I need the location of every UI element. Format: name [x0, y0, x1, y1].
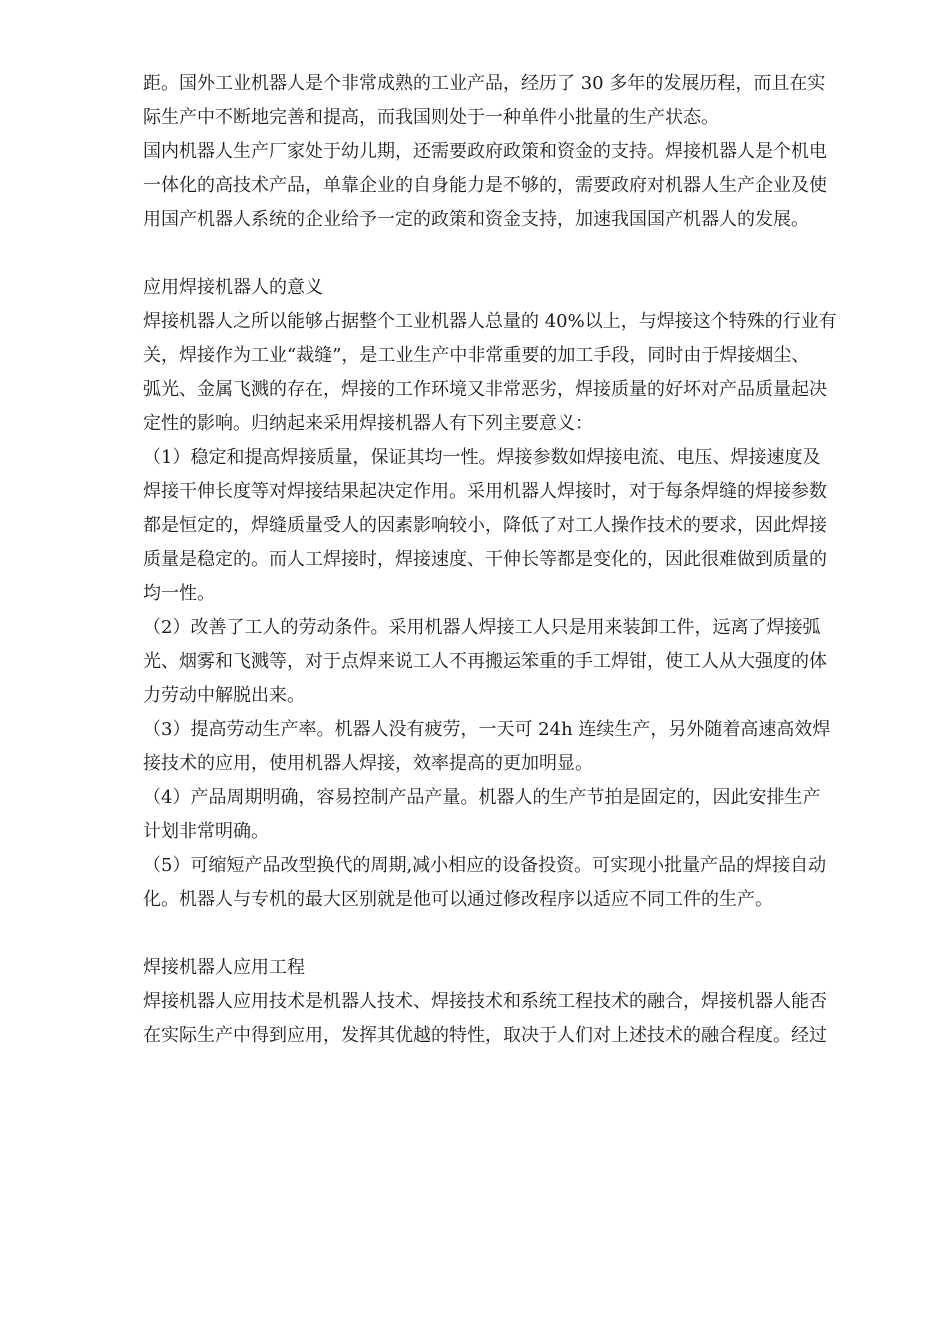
paragraph-gap — [143, 917, 878, 951]
body-line: 关，焊接作为工业“裁缝”，是工业生产中非常重要的加工手段，同时由于焊接烟尘、 — [143, 345, 810, 366]
list-item-line: 焊接干伸长度等对焊接结果起决定作用。采用机器人焊接时，对于每条焊缝的焊接参数 — [143, 481, 827, 502]
list-item-line: 光、烟雾和飞溅等，对于点焊来说工人不再搬运笨重的手工焊钳，使工人从大强度的体 — [143, 651, 827, 672]
paragraph-gap — [143, 237, 878, 271]
list-item-line: 力劳动中解脱出来。 — [143, 685, 305, 706]
body-line: 国内机器人生产厂家处于幼儿期，还需要政府政策和资金的支持。焊接机器人是个机电 — [143, 141, 827, 162]
list-item-line: 接技术的应用，使用机器人焊接，效率提高的更加明显。 — [143, 753, 593, 774]
list-item-line: 均一性。 — [143, 583, 215, 604]
list-item-line: 质量是稳定的。而人工焊接时，焊接速度、干伸长等都是变化的，因此很难做到质量的 — [143, 549, 827, 570]
section-heading: 焊接机器人应用工程 — [143, 957, 305, 978]
body-line: 在实际生产中得到应用，发挥其优越的特性，取决于人们对上述技术的融合程度。经过 — [143, 1025, 827, 1046]
list-item-line: 都是恒定的，焊缝质量受人的因素影响较小，降低了对工人操作技术的要求，因此焊接 — [143, 515, 827, 536]
list-item-line: （5）可缩短产品改型换代的周期,减小相应的设备投资。可实现小批量产品的焊接自动 — [143, 855, 827, 876]
body-line: 际生产中不断地完善和提高，而我国则处于一种单件小批量的生产状态。 — [143, 107, 719, 128]
section-heading: 应用焊接机器人的意义 — [143, 277, 323, 298]
list-item-line: （4）产品周期明确，容易控制产品产量。机器人的生产节拍是固定的，因此安排生产 — [143, 787, 821, 808]
body-line: 弧光、金属飞溅的存在，焊接的工作环境又非常恶劣，焊接质量的好坏对产品质量起决 — [143, 379, 827, 400]
body-line: 焊接机器人之所以能够占据整个工业机器人总量的 40%以上，与焊接这个特殊的行业有 — [143, 311, 837, 332]
list-item-line: （1）稳定和提高焊接质量，保证其均一性。焊接参数如焊接电流、电压、焊接速度及 — [143, 447, 821, 468]
body-line: 焊接机器人应用技术是机器人技术、焊接技术和系统工程技术的融合，焊接机器人能否 — [143, 991, 827, 1012]
list-item-line: 计划非常明确。 — [143, 821, 269, 842]
body-line: 定性的影响。归纳起来采用焊接机器人有下列主要意义： — [143, 413, 593, 434]
list-item-line: 化。机器人与专机的最大区别就是他可以通过修改程序以适应不同工件的生产。 — [143, 889, 773, 910]
body-line: 一体化的高技术产品，单靠企业的自身能力是不够的，需要政府对机器人生产企业及使 — [143, 175, 827, 196]
document-body — [143, 67, 878, 1053]
list-item-line: （2）改善了工人的劳动条件。采用机器人焊接工人只是用来装卸工件，远离了焊接弧 — [143, 617, 821, 638]
body-line: 用国产机器人系统的企业给予一定的政策和资金支持，加速我国国产机器人的发展。 — [143, 209, 809, 230]
body-line: 距。国外工业机器人是个非常成熟的工业产品，经历了 30 多年的发展历程，而且在实 — [143, 73, 826, 94]
list-item-line: （3）提高劳动生产率。机器人没有疲劳，一天可 24h 连续生产，另外随着高速高效焊 — [143, 719, 831, 740]
